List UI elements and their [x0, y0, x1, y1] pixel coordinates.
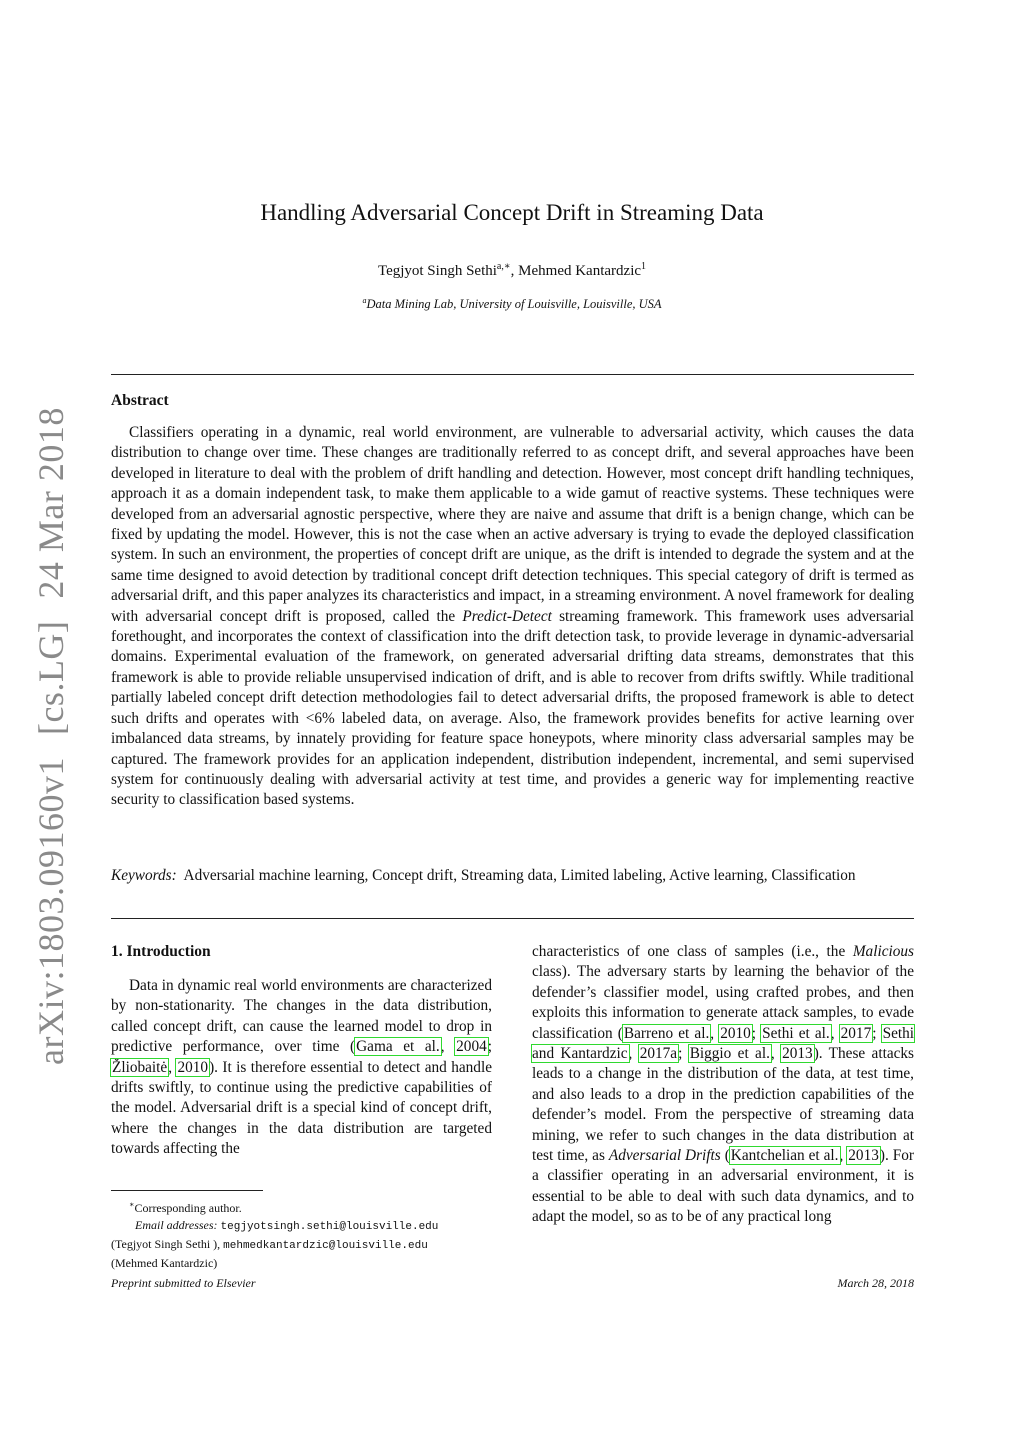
- cite-sep: ,: [628, 1045, 639, 1063]
- citation-gama[interactable]: Gama et al.: [356, 1038, 440, 1056]
- adversarial-drifts-term: Adversarial Drifts: [608, 1147, 721, 1165]
- cite-sep: ,: [440, 1038, 456, 1056]
- citation-barreno-year[interactable]: 2010: [720, 1024, 751, 1042]
- arxiv-date: 24 Mar 2018: [31, 407, 71, 599]
- cite-sep: ,: [839, 1147, 848, 1165]
- author-line: [0, 261, 1024, 280]
- footnote-emails-cont: [111, 1236, 492, 1255]
- arxiv-stamp: [30, 407, 72, 1065]
- citation-zliobaite-year[interactable]: 2010: [177, 1058, 209, 1076]
- email-label: Email addresses:: [135, 1218, 218, 1232]
- keywords: [111, 866, 914, 886]
- footnote-rule: [111, 1190, 263, 1191]
- abstract-body: [111, 423, 914, 811]
- affiliation: [0, 296, 1024, 312]
- abstract-text-2: streaming framework. This framework uses adversarial forethought, and incorporates the context of classification into the drift detection task, to provide leverage in dynamic-adversarial domains. Experimental evaluation of the framework, on generated adversarial drifting data streams, demonstrates that this framework is able to provide reliable unsupervised indication of drift, and is able to recover from drifts swiftly. While traditional partially labeled concept drift detection methodologies fail to detect adversarial drifts, the proposed framework is able to detect such drifts and operates with <6% labeled data, on average. Also, the framework provides benefits for active learning over imbalanced data streams, by innately providing for feature space honeypots, where minority class adversarial samples may be captured. The framework provides for an application independent, distribution independent, incremental, and semi supervised system for continuously dealing with adversarial activity at test time, and provides a generic way for implementing reactive security to classification based systems.: [111, 607, 914, 809]
- footnote-emails: [111, 1217, 492, 1236]
- citation-gama-year[interactable]: 2004: [456, 1038, 487, 1056]
- footnote-corresponding-text: Corresponding author.: [134, 1201, 242, 1215]
- preprint-date: March 28, 2018: [837, 1276, 914, 1290]
- keywords-text: Adversarial machine learning, Concept drift, Streaming data, Limited labeling, Active learning, Classification: [183, 867, 856, 884]
- cite-sep: ;: [751, 1024, 762, 1042]
- abstract-text-1: Classifiers operating in a dynamic, real world environment, are vulnerable to adversarial activity, which causes the data distribution to change over time. These changes are traditionally referred to as concept drift, and several approaches have been developed in literature to deal with the problem of drift handling and detection. However, most concept drift handling techniques, approach it as a domain independent task, to make them applicable to a wide gamut of reactive systems. These techniques were developed from an adversarial agnostic perspective, where they are naive and assume that drift is a benign change, which can be fixed by updating the model. However, this is not the case when an active adversary is trying to evade the deployed classification system. In such an environment, the properties of concept drift are unique, as the drift is intended to degrade the system and at the same time designed to avoid detection by traditional concept drift detection techniques. This special category of drift is termed as adversarial drift, and this paper analyzes its characteristics and impact, in a streaming environment. A novel framework for dealing with adversarial concept drift is proposed, called the: [111, 424, 914, 625]
- intro-right-text-5: ). For a classifier operating in an adversarial environment, it is essential to be able to deal with such data dynamics, and to adapt the model, so as to be of any practical long: [532, 1147, 914, 1226]
- citation-zliobaite[interactable]: Žliobaitė: [112, 1058, 168, 1076]
- abstract-top-rule: [111, 374, 914, 375]
- email-1-owner: (Tegjyot Singh Sethi ),: [111, 1237, 224, 1251]
- footnote: [111, 1196, 492, 1272]
- author-separator: ,: [510, 263, 519, 279]
- abstract-bottom-rule: [111, 918, 914, 919]
- intro-right-column: [532, 942, 914, 1228]
- intro-text-1: Data in dynamic real world environments are characterized by non-stationarity. The changes in the data distribution, called concept drift, can cause the learned model to drop in predictive performance, over time (: [111, 977, 492, 1056]
- cite-sep: ,: [830, 1024, 840, 1042]
- cite-sep: ,: [770, 1045, 782, 1063]
- arxiv-category: [cs.LG]: [31, 620, 71, 736]
- intro-right-text-2: class). The adversary starts by learning the behavior of the defender’s classifier model, using crafted probes, and then exploits this information to generate attack samples, to evade classification (: [532, 963, 914, 1042]
- intro-right-text-4: (: [720, 1147, 730, 1165]
- affiliation-mark: a: [362, 296, 367, 305]
- author-2-marks: 1: [641, 261, 647, 272]
- cite-sep: ;: [872, 1024, 882, 1042]
- intro-right-text-1: characteristics of one class of samples (i.e., the: [532, 943, 853, 960]
- email-2[interactable]: mehmedkantardzic@louisville.edu: [223, 1240, 428, 1252]
- arxiv-id: arXiv:1803.09160v1: [31, 757, 71, 1065]
- citation-sethi[interactable]: Sethi et al.: [762, 1024, 830, 1042]
- footnote-mark: ∗: [129, 1200, 135, 1209]
- intro-right-text-3: ). These attacks leads to a change in the distribution of the data, at test time, and also leads to a drop in the prediction capabilities of the defender’s model. From the perspective of streaming data mining, we refer to such changes in the data distribution at test time, as: [532, 1045, 914, 1165]
- footnote-corresponding: [111, 1196, 492, 1217]
- affiliation-text: Data Mining Lab, University of Louisville, Louisville, USA: [366, 297, 662, 312]
- framework-name: Predict-Detect: [462, 607, 552, 625]
- cite-sep: ;: [678, 1045, 689, 1063]
- keywords-label: Keywords:: [111, 867, 177, 884]
- citation-sethi-year[interactable]: 2017: [840, 1024, 872, 1042]
- cite-sep: ,: [168, 1058, 177, 1076]
- citation-sethi-kantardzic[interactable]: Sethi and Kantardzic: [532, 1024, 915, 1063]
- email-1[interactable]: tegjyotsingh.sethi@louisville.edu: [220, 1221, 439, 1233]
- citation-kantchelian[interactable]: Kantchelian et al.: [730, 1147, 839, 1165]
- citation-biggio-year[interactable]: 2013: [782, 1045, 813, 1063]
- introduction-heading: 1. Introduction: [111, 943, 211, 960]
- email-2-owner: (Mehmed Kantardzic): [111, 1256, 218, 1270]
- paper-title: Handling Adversarial Concept Drift in Streaming Data: [260, 200, 764, 225]
- cite-sep: ,: [710, 1024, 720, 1042]
- malicious-term: Malicious: [852, 943, 914, 960]
- citation-kantchelian-year[interactable]: 2013: [848, 1147, 879, 1165]
- citation-barreno[interactable]: Barreno et al.: [623, 1024, 710, 1042]
- abstract-heading: Abstract: [111, 392, 169, 409]
- author-2: Mehmed Kantardzic: [518, 263, 642, 279]
- preprint-note: Preprint submitted to Elsevier: [111, 1276, 256, 1290]
- author-1: Tegjyot Singh Sethi: [377, 263, 497, 279]
- intro-text-2: ). It is therefore essential to detect and handle drifts swiftly, to continue using the predictive capabilities of the model. Adversarial drift is a special kind of concept drift, where the changes in the data distribution are targeted towards affecting the: [111, 1058, 492, 1158]
- cite-sep: ;: [487, 1038, 492, 1056]
- citation-biggio[interactable]: Biggio et al.: [689, 1045, 770, 1063]
- intro-paragraph-1: [111, 976, 492, 1160]
- intro-left-column: [111, 976, 492, 1160]
- author-1-marks: a,∗: [496, 261, 511, 272]
- citation-sethi-kantardzic-year[interactable]: 2017a: [639, 1045, 678, 1063]
